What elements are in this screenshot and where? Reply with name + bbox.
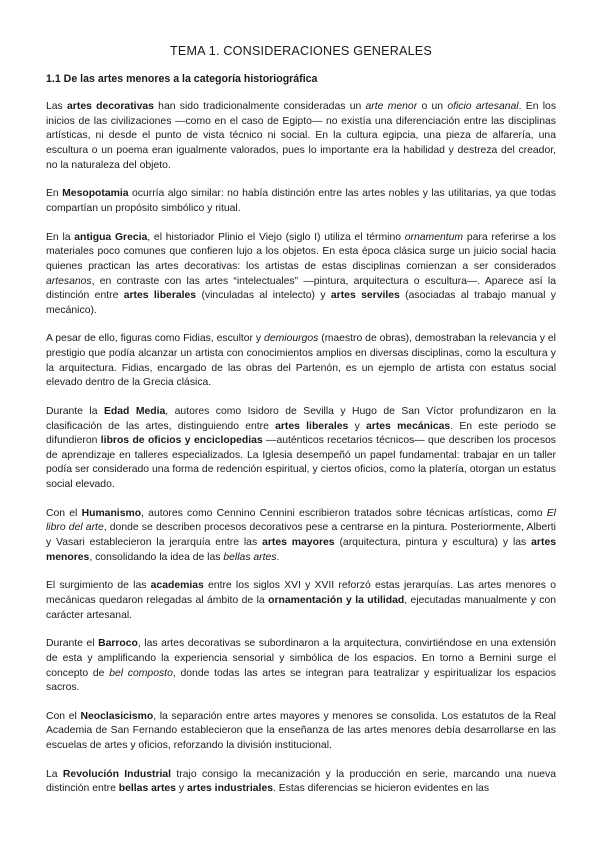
text-run: Con el: [46, 710, 81, 722]
section-heading: 1.1 De las artes menores a la categoría historiográfica: [46, 72, 318, 85]
bold-term: artes liberales: [123, 290, 197, 302]
text-run: . En los inicios de las civilizaciones —como en el caso de Egipto— no existía una diferenciación entre las disciplinas artísticas, ni desde el punto de vista técnico ni social. En la cultura egipcia, una pieza de alfarería, una escultura o un poema eran igualmente valorados, pues lo importante era la habilidad y destreza del creador, no la naturaleza del objeto.: [46, 101, 557, 171]
text-run: (arquitectura, pintura y escultura) y las: [334, 536, 532, 548]
body-paragraph: [46, 187, 556, 216]
text-run: , el historiador Plinio el Viejo (siglo I) utiliza el término: [147, 231, 405, 243]
text-run: —auténticos recetarios técnicos— que describen los procesos de aprendizaje en talleres especializados. La Iglesia desempeñó un papel fundamental: trabajar en un taller podía ser considerado una forma de redención espiritual, y ciertos oficios, como la platería, otorgan un estatus social elevado.: [46, 435, 556, 490]
body-paragraph: [46, 710, 556, 754]
bold-term: artes serviles: [330, 290, 400, 302]
italic-term: artesanos: [46, 275, 92, 287]
italic-term: El libro del arte: [46, 507, 556, 534]
bold-term: artes mecánicas: [366, 420, 451, 432]
text-run: , las artes decorativas se subordinaron a la arquitectura, convirtiéndose en una extensión de esta y amplificando la experiencia sensorial y simbólica de los espacios. En torno a Bernini surge el concepto de: [46, 638, 556, 679]
text-run: , donde se describen procesos decorativos pese a centrarse en la pintura. Posteriormente, Alberti y Vasari establecieron la jerarquía entre las: [46, 522, 556, 548]
body-paragraph: [46, 231, 556, 319]
bold-term: artes decorativas: [67, 101, 154, 113]
text-run: y: [175, 783, 187, 795]
text-run: En la: [46, 231, 75, 243]
bold-term: antigua Grecia: [74, 231, 148, 243]
document-body: [46, 100, 556, 797]
italic-term: arte menor: [365, 101, 418, 113]
bold-term: ornamentación y la utilidad: [268, 594, 405, 606]
text-run: Las: [46, 101, 68, 113]
bold-term: libros de oficios y enciclopedias: [100, 435, 263, 447]
bold-term: Mesopotamia: [62, 188, 129, 200]
text-run: (asociadas al trabajo manual y mecánico).: [46, 290, 556, 316]
italic-term: bel composto: [109, 667, 173, 679]
page-title: TEMA 1. CONSIDERACIONES GENERALES: [169, 44, 433, 58]
bold-term: Neoclasicismo: [80, 710, 154, 722]
text-run: (vinculadas al intelecto) y: [196, 290, 331, 302]
text-run: Con el: [46, 507, 82, 519]
text-run: .: [276, 551, 280, 563]
text-run: han sido tradicionalmente consideradas un: [153, 101, 366, 113]
body-paragraph: [46, 768, 556, 797]
body-paragraph: [46, 332, 556, 390]
text-run: . En este periodo se difundieron: [46, 420, 556, 447]
text-run: entre los siglos XVI y XVII reforzó estas jerarquías. Las artes menores o mecánicas quedaron relegadas al ámbito de la: [46, 580, 556, 606]
bold-term: artes menores: [46, 536, 556, 563]
bold-term: artes mayores: [262, 536, 335, 548]
italic-term: bellas artes: [223, 551, 277, 563]
bold-term: Humanismo: [81, 507, 142, 519]
text-run: Durante el: [46, 638, 99, 650]
bold-term: Edad Media: [103, 406, 166, 418]
text-run: , ejecutadas manualmente y con carácter artesanal.: [46, 594, 556, 621]
text-run: En: [46, 188, 63, 200]
text-run: El surgimiento de las: [46, 580, 151, 592]
body-paragraph: [46, 100, 556, 173]
bold-term: Revolución Industrial: [62, 768, 172, 780]
italic-term: ornamentum: [404, 231, 464, 243]
text-run: , consolidando la idea de las: [89, 551, 224, 563]
bold-term: artes industriales: [186, 783, 274, 795]
text-run: . Estas diferencias se hicieron evidentes en las: [273, 783, 490, 795]
body-paragraph: [46, 507, 556, 565]
text-run: , en contraste con las artes “intelectuales” —pintura, arquitectura o escultura—. Aparece así la distinción entre: [46, 275, 556, 302]
text-run: (maestro de obras), demostraban la relevancia y el prestigio que podía alcanzar un artista con conocimientos amplios en diversas disciplinas, como la escultura y la arquitectura. Fidias, encargado de las obras del Partenón, es un ejemplo de artista con estatus social elevado dentro de la Grecia clásica.: [46, 333, 556, 389]
text-run: ocurría algo similar: no había distinción entre las artes nobles y las utilitarias, ya que todas compartían un propósito simbólico y ritual.: [46, 188, 556, 214]
text-run: A pesar de ello, figuras como Fidias, escultor y: [46, 333, 265, 345]
text-run: trajo consigo la mecanización y la producción en serie, marcando una nueva distinción entre: [46, 768, 556, 795]
bold-term: artes liberales: [275, 420, 349, 432]
text-run: y: [348, 420, 366, 432]
text-run: La: [46, 768, 63, 780]
text-run: para referirse a los materiales poco comunes que confieren lujo a los objetos. En esta época clásica surge un juicio social hacia quienes practican las artes decorativas: los artistas de estas disciplinas comienzan a ser considerados: [46, 231, 556, 272]
bold-term: bellas artes: [118, 783, 176, 795]
body-paragraph: [46, 637, 556, 695]
text-run: , la separación entre artes mayores y menores se consolida. Los estatutos de la Real Academia de San Fernando establecieron que la enseñanza de las artes menores debía desarrollarse en las escuelas de artes y oficios, reforzando la división institucional.: [46, 710, 556, 752]
text-run: , autores como Cennino Cennini escribieron tratados sobre técnicas artísticas, como: [141, 507, 547, 519]
text-run: Durante la: [46, 406, 104, 418]
bold-term: academias: [150, 580, 204, 592]
body-paragraph: [46, 405, 556, 493]
text-run: , donde todas las artes se integran para teatralizar y espiritualizar los espacios sacros.: [46, 667, 556, 694]
text-run: , autores como Isidoro de Sevilla y Hugo de San Víctor profundizaron en la clasificación de las artes, distinguiendo entre: [46, 406, 556, 432]
body-paragraph: [46, 579, 556, 623]
bold-term: Barroco: [98, 638, 138, 650]
text-run: o un: [417, 101, 448, 113]
italic-term: oficio artesanal: [447, 101, 519, 113]
italic-term: demiourgos: [264, 333, 319, 345]
